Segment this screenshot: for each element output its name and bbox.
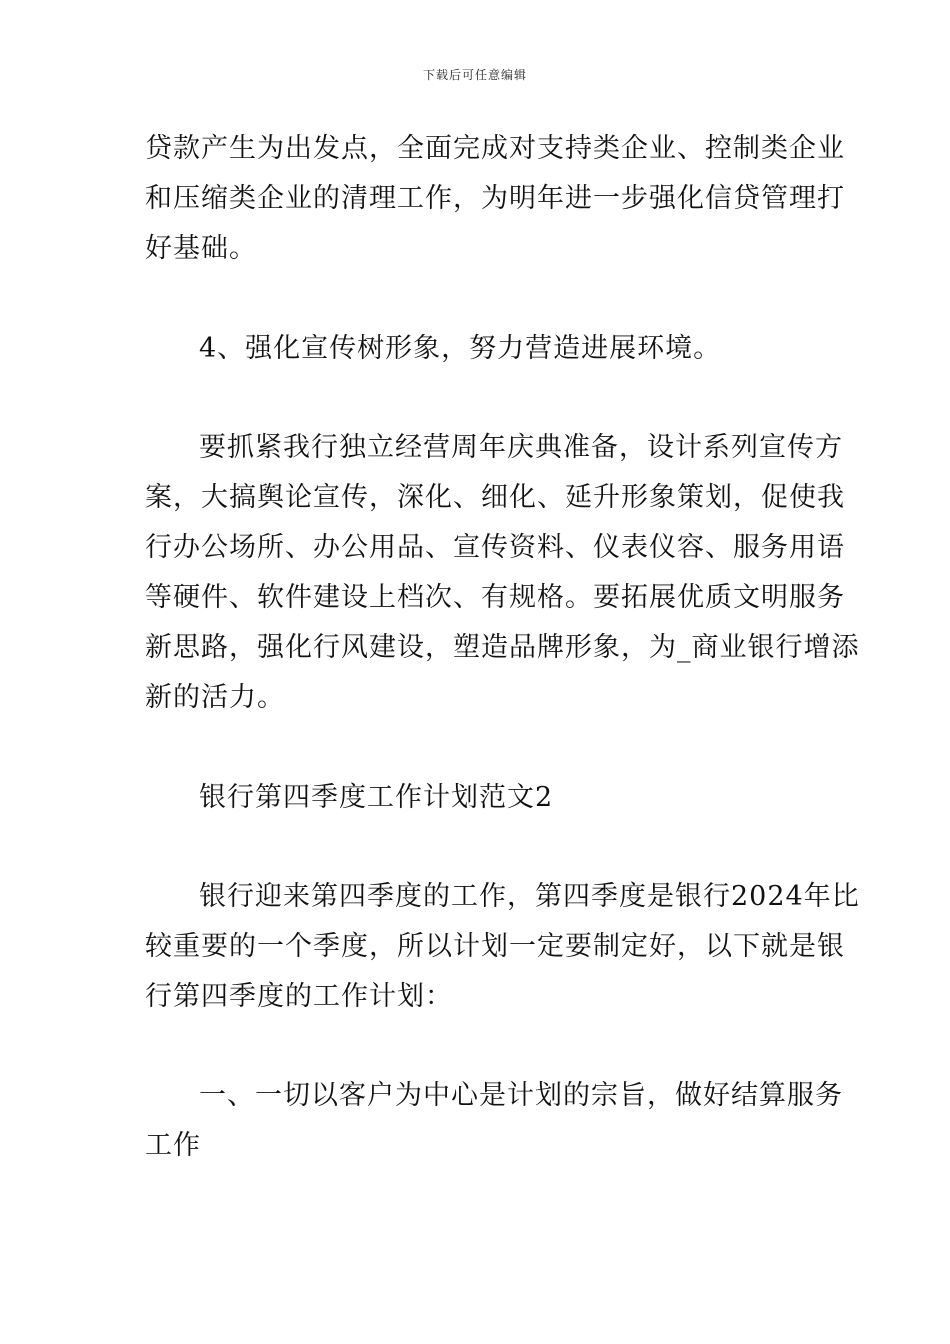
text-line: 案，大搞舆论宣传，深化、细化、延升形象策划，促使我 xyxy=(145,482,845,513)
page-header: 下载后可任意编辑 xyxy=(422,68,527,82)
text-line: 银行第四季度工作计划范文2 xyxy=(199,782,554,813)
text-line: 等硬件、软件建设上档次、有规格。要拓展优质文明服务 xyxy=(145,582,845,613)
text-line: 行办公场所、办公用品、宣传资料、仪表仪容、服务用语 xyxy=(145,532,845,563)
section-heading-1 xyxy=(145,1071,843,1171)
text-line: 工作 xyxy=(145,1130,201,1161)
text-line: 和压缩类企业的清理工作，为明年进一步强化信贷管理打 xyxy=(145,183,845,214)
text-line: 银行迎来第四季度的工作，第四季度是银行2024年比 xyxy=(199,881,860,912)
text-line: 新思路，强化行风建设，塑造品牌形象，为_商业银行增添 xyxy=(145,632,860,663)
text-line: 要抓紧我行独立经营周年庆典准备，设计系列宣传方 xyxy=(199,432,843,463)
text-line: 一、一切以客户为中心是计划的宗旨，做好结算服务 xyxy=(199,1080,843,1111)
section-heading-4 xyxy=(145,324,810,374)
article-title xyxy=(145,773,810,823)
paragraph-publicity xyxy=(145,423,860,723)
text-line: 较重要的一个季度，所以计划一定要制定好，以下就是银 xyxy=(145,931,845,962)
paragraph-continuation xyxy=(145,124,845,274)
text-line: 4、强化宣传树形象，努力营造进展环境。 xyxy=(199,333,722,364)
text-line: 新的活力。 xyxy=(145,682,285,713)
paragraph-intro xyxy=(145,872,860,1022)
text-line: 贷款产生为出发点，全面完成对支持类企业、控制类企业 xyxy=(145,133,845,164)
text-line: 好基础。 xyxy=(145,233,257,264)
text-line: 行第四季度的工作计划： xyxy=(145,981,453,1012)
